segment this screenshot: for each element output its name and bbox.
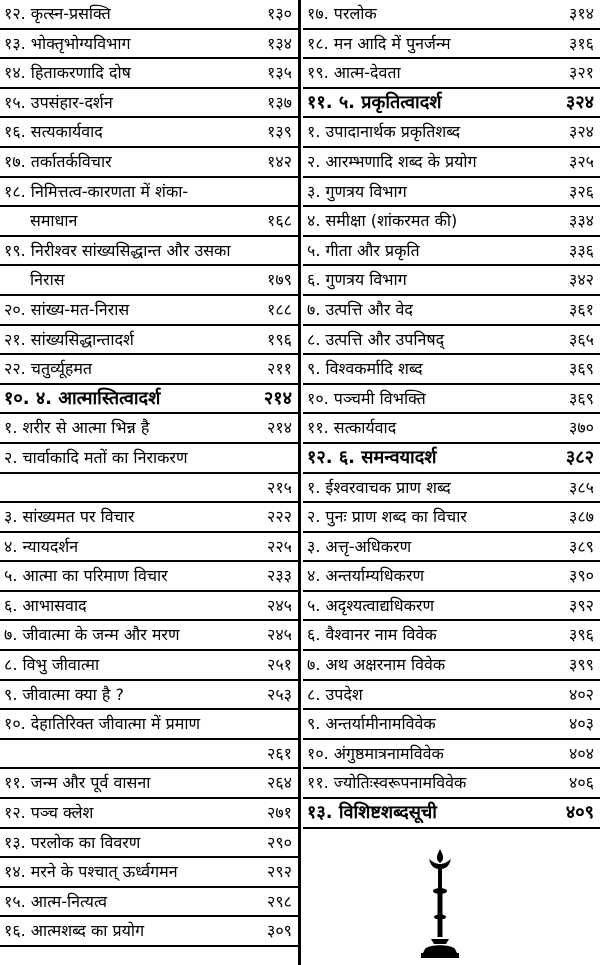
toc-entry-title: ७. जीवात्मा के जन्म और मरण [4, 625, 180, 645]
toc-entry [303, 592, 600, 622]
toc-entry-page: १९६ [267, 329, 292, 349]
toc-entry [0, 59, 298, 89]
toc-entry-page: २२५ [267, 536, 292, 556]
toc-entry [303, 562, 600, 592]
toc-entry-title: १५. आत्म-नित्यत्व [4, 891, 108, 911]
toc-entry-title: ५. आत्मा का परिमाण विचार [4, 566, 168, 586]
toc-entry [303, 651, 600, 681]
toc-entry-title: ९. अन्तर्यामीनामविवेक [307, 714, 436, 734]
toc-entry-title: १५. उपसंहार-दर्शन [4, 92, 113, 112]
toc-entry-page: २६१ [267, 743, 292, 763]
toc-entry [0, 651, 298, 681]
toc-entry-title: ६. आभासवाद [4, 595, 87, 615]
toc-entry-title: ६. वैश्वानर नाम विवेक [307, 625, 437, 645]
toc-entry-title: २. पुनः प्राण शब्द का विचार [307, 507, 467, 527]
toc-entry-title: ६. गुणत्रय विभाग [307, 270, 407, 290]
toc-entry [0, 118, 298, 148]
toc-entry [0, 266, 298, 296]
toc-entry-title: ४. समीक्षा (शांकरमत की) [307, 211, 458, 231]
toc-entry-page: १३४ [267, 33, 292, 53]
toc-entry-page: ३१४ [569, 4, 594, 23]
toc-entry-page: ४०९ [565, 802, 594, 824]
toc-entry-title: १२. पञ्च क्लेश [4, 803, 94, 823]
toc-entry [0, 888, 298, 918]
toc-entry-title: १८. निमित्तत्व-कारणता में शंका- [4, 181, 189, 201]
toc-entry-page: ३९६ [569, 625, 594, 645]
toc-entry [303, 474, 600, 504]
toc-entry-page: २५३ [267, 684, 292, 704]
toc-entry-page: २५१ [267, 655, 292, 675]
toc-entry-page: ३९९ [569, 655, 594, 675]
toc-entry-title: १०. ४. आत्मास्तित्वादर्श [4, 387, 161, 409]
toc-entry-title: १६. सत्यकार्यवाद [4, 122, 103, 142]
toc-entry [0, 740, 298, 770]
toc-entry-page: ३८२ [565, 446, 594, 468]
toc-entry-page: ३३६ [569, 240, 594, 260]
toc-entry-title: ५. गीता और प्रकृति [307, 240, 420, 260]
toc-entry [0, 207, 298, 237]
toc-entry [303, 118, 600, 148]
toc-entry-title: ८. उपदेश [307, 684, 363, 704]
toc-entry [0, 592, 298, 622]
toc-entry [0, 681, 298, 711]
toc-entry [303, 237, 600, 267]
toc-entry [0, 799, 298, 829]
toc-entry [0, 326, 298, 356]
toc-entry-page: २९० [267, 832, 292, 852]
toc-entry-title: १०. देहातिरिक्त जीवात्मा में प्रमाण [4, 714, 201, 734]
toc-entry-title: ११. जन्म और पूर्व वासना [4, 773, 151, 793]
toc-entry-page: ४०२ [569, 684, 594, 704]
toc-entry-title: २२. चतुर्व्यूहमत [4, 359, 93, 379]
toc-entry-title: १३. परलोक का विवरण [4, 832, 141, 852]
toc-entry [0, 533, 298, 563]
toc-entry [303, 503, 600, 533]
toc-entry [0, 503, 298, 533]
toc-entry-page: ३८५ [569, 477, 594, 497]
toc-entry-page: ३०९ [267, 921, 292, 941]
toc-entry-page: ३२४ [565, 91, 594, 113]
toc-entry-title: १४. हिताकरणादि दोष [4, 63, 131, 83]
toc-entry-title: १२. ६. समन्वयादर्श [307, 446, 437, 468]
toc-entry [0, 89, 298, 119]
toc-entry-title: २. आरम्भणादि शब्द के प्रयोग [307, 151, 477, 171]
toc-entry-page: ३६९ [569, 359, 594, 379]
toc-entry-page: ३९२ [569, 595, 594, 615]
toc-entry-page: ३८७ [569, 507, 594, 527]
toc-entry-title: ३. अत्तृ-अधिकरण [307, 536, 412, 556]
toc-entry-title: १३. विशिष्टशब्दसूची [307, 802, 437, 824]
toc-entry [0, 474, 298, 504]
toc-entry-page: ३१६ [569, 33, 594, 53]
toc-entry [303, 769, 600, 799]
toc-entry [0, 178, 298, 208]
toc-entry [0, 355, 298, 385]
toc-entry-page: १३५ [267, 63, 292, 83]
toc-entry-title: ३. सांख्यमत पर विचार [4, 507, 135, 527]
toc-entry-page: १६८ [267, 211, 292, 231]
toc-entry-title: ११. ५. प्रकृतित्वादर्श [307, 91, 442, 113]
toc-entry-page: ३४२ [569, 270, 594, 290]
toc-entry-page: ४०६ [569, 773, 594, 793]
toc-entry-title: २१. सांख्यसिद्धान्तादर्श [4, 329, 134, 349]
toc-entry-page: ३२४ [569, 122, 594, 142]
toc-entry-title: १२. कृत्स्न-प्रसक्ति [4, 4, 111, 23]
toc-entry-page: २६४ [267, 773, 292, 793]
toc-entry [303, 326, 600, 356]
toc-entry-page: ३९० [569, 566, 594, 586]
toc-entry [303, 148, 600, 178]
toc-entry [303, 621, 600, 651]
toc-entry [0, 0, 298, 30]
toc-entry-title: २०. सांख्य-मत-निरास [4, 299, 130, 319]
toc-entry-title: ३. गुणत्रय विभाग [307, 181, 407, 201]
toc-entry-page: ३२१ [569, 63, 594, 83]
toc-entry-page: ३६९ [569, 388, 594, 408]
toc-entry-title: ११. ज्योतिःस्वरूपनामविवेक [307, 773, 467, 793]
column-divider [298, 0, 301, 965]
toc-entry-page: २१४ [263, 387, 292, 409]
toc-entry-title: १७. तर्कातर्कविचार [4, 151, 112, 171]
toc-entry-page: १७९ [267, 270, 292, 290]
toc-entry [0, 710, 298, 740]
toc-entry-page: १३० [267, 4, 292, 23]
toc-entry-page: १८८ [267, 299, 292, 319]
toc-entry [0, 444, 298, 474]
toc-entry [303, 30, 600, 60]
toc-entry-page: १४२ [267, 151, 292, 171]
toc-entry [303, 710, 600, 740]
toc-entry-page: २११ [267, 359, 292, 379]
toc-entry-page: २७१ [267, 803, 292, 823]
toc-entry [303, 296, 600, 326]
toc-entry-page: २९२ [267, 862, 292, 882]
toc-entry-title: समाधान [30, 211, 78, 231]
toc-entry-page: २१४ [267, 418, 292, 438]
toc-entry [0, 148, 298, 178]
toc-entry-title: १४. मरने के पश्चात् ऊर्ध्वगमन [4, 862, 178, 882]
toc-entry-title: १९. निरीश्वर सांख्यसिद्धान्त और उसका [4, 240, 231, 260]
toc-entry [0, 917, 298, 947]
toc-entry-title: ८. विभु जीवात्मा [4, 655, 100, 675]
toc-entry-title: निरास [30, 270, 65, 290]
toc-entry [0, 621, 298, 651]
toc-entry-title: १९. आत्म-देवता [307, 63, 401, 83]
toc-entry-page: ३६१ [569, 299, 594, 319]
toc-section-heading [303, 89, 600, 119]
toc-entry-title: १७. परलोक [307, 4, 377, 23]
toc-entry-title: १. ईश्वरवाचक प्राण शब्द [307, 477, 451, 497]
toc-entry-page: ३६५ [569, 329, 594, 349]
toc-entry-title: १०. पञ्चमी विभक्ति [307, 388, 426, 408]
toc-entry-title: ४. अन्तर्याम्यधिकरण [307, 566, 425, 586]
oil-lamp-icon [415, 845, 465, 960]
toc-entry [303, 385, 600, 415]
toc-entry [0, 858, 298, 888]
toc-entry [303, 414, 600, 444]
toc-left-column [0, 0, 298, 947]
toc-entry-page: २४५ [267, 595, 292, 615]
toc-entry [0, 414, 298, 444]
toc-entry [0, 237, 298, 267]
toc-entry-page: ३८९ [569, 536, 594, 556]
toc-entry-title: १८. मन आदि में पुनर्जन्म [307, 33, 451, 53]
toc-entry [303, 178, 600, 208]
toc-entry-page: ४०४ [569, 743, 594, 763]
toc-entry-page: १३७ [267, 92, 292, 112]
toc-entry-page: २३३ [267, 566, 292, 586]
toc-entry [0, 769, 298, 799]
toc-entry-page: १३९ [267, 122, 292, 142]
toc-entry [303, 207, 600, 237]
toc-entry [0, 562, 298, 592]
toc-section-heading [303, 444, 600, 474]
toc-entry-title: १०. अंगुष्ठमात्रनामविवेक [307, 743, 444, 763]
toc-entry-title: ८. उत्पत्ति और उपनिषद् [307, 329, 445, 349]
toc-entry-page: ३२६ [569, 181, 594, 201]
toc-entry-title: १. शरीर से आत्मा भिन्न है [4, 418, 150, 438]
toc-entry-page: ३७० [569, 418, 594, 438]
toc-entry-page: २४५ [267, 625, 292, 645]
toc-entry-page: ३३४ [569, 211, 594, 231]
toc-entry [303, 59, 600, 89]
toc-entry-title: १६. आत्मशब्द का प्रयोग [4, 921, 145, 941]
toc-entry-title: ५. अदृश्यत्वाद्यधिकरण [307, 595, 435, 615]
toc-entry-title: ९. विश्वकर्मादि शब्द [307, 359, 423, 379]
toc-entry-title: ११. सत्कार्यवाद [307, 418, 397, 438]
toc-entry [303, 355, 600, 385]
toc-entry [0, 829, 298, 859]
toc-entry [303, 266, 600, 296]
toc-entry-title: १३. भोक्तृभोग्यविभाग [4, 33, 131, 53]
toc-entry [0, 296, 298, 326]
toc-right-column [303, 0, 600, 829]
toc-entry-title: १. उपादानार्थक प्रकृतिशब्द [307, 122, 461, 142]
toc-entry [0, 30, 298, 60]
toc-entry-title: २. चार्वाकादि मतों का निराकरण [4, 447, 188, 467]
toc-entry-page: २२२ [267, 507, 292, 527]
toc-section-heading [0, 385, 298, 415]
toc-entry [303, 533, 600, 563]
toc-section-heading [303, 799, 600, 829]
toc-entry-page: ३२५ [569, 151, 594, 171]
toc-entry-title: ७. अथ अक्षरनाम विवेक [307, 655, 446, 675]
toc-entry [303, 740, 600, 770]
toc-entry-title: ७. उत्पत्ति और वेद [307, 299, 413, 319]
toc-entry [303, 681, 600, 711]
toc-entry [303, 0, 600, 30]
toc-entry-page: २९८ [267, 891, 292, 911]
toc-entry-page: ४०३ [569, 714, 594, 734]
toc-entry-page: २१५ [267, 477, 292, 497]
toc-entry-title: ४. न्यायदर्शन [4, 536, 79, 556]
toc-entry-title: ९. जीवात्मा क्या है ? [4, 684, 124, 704]
